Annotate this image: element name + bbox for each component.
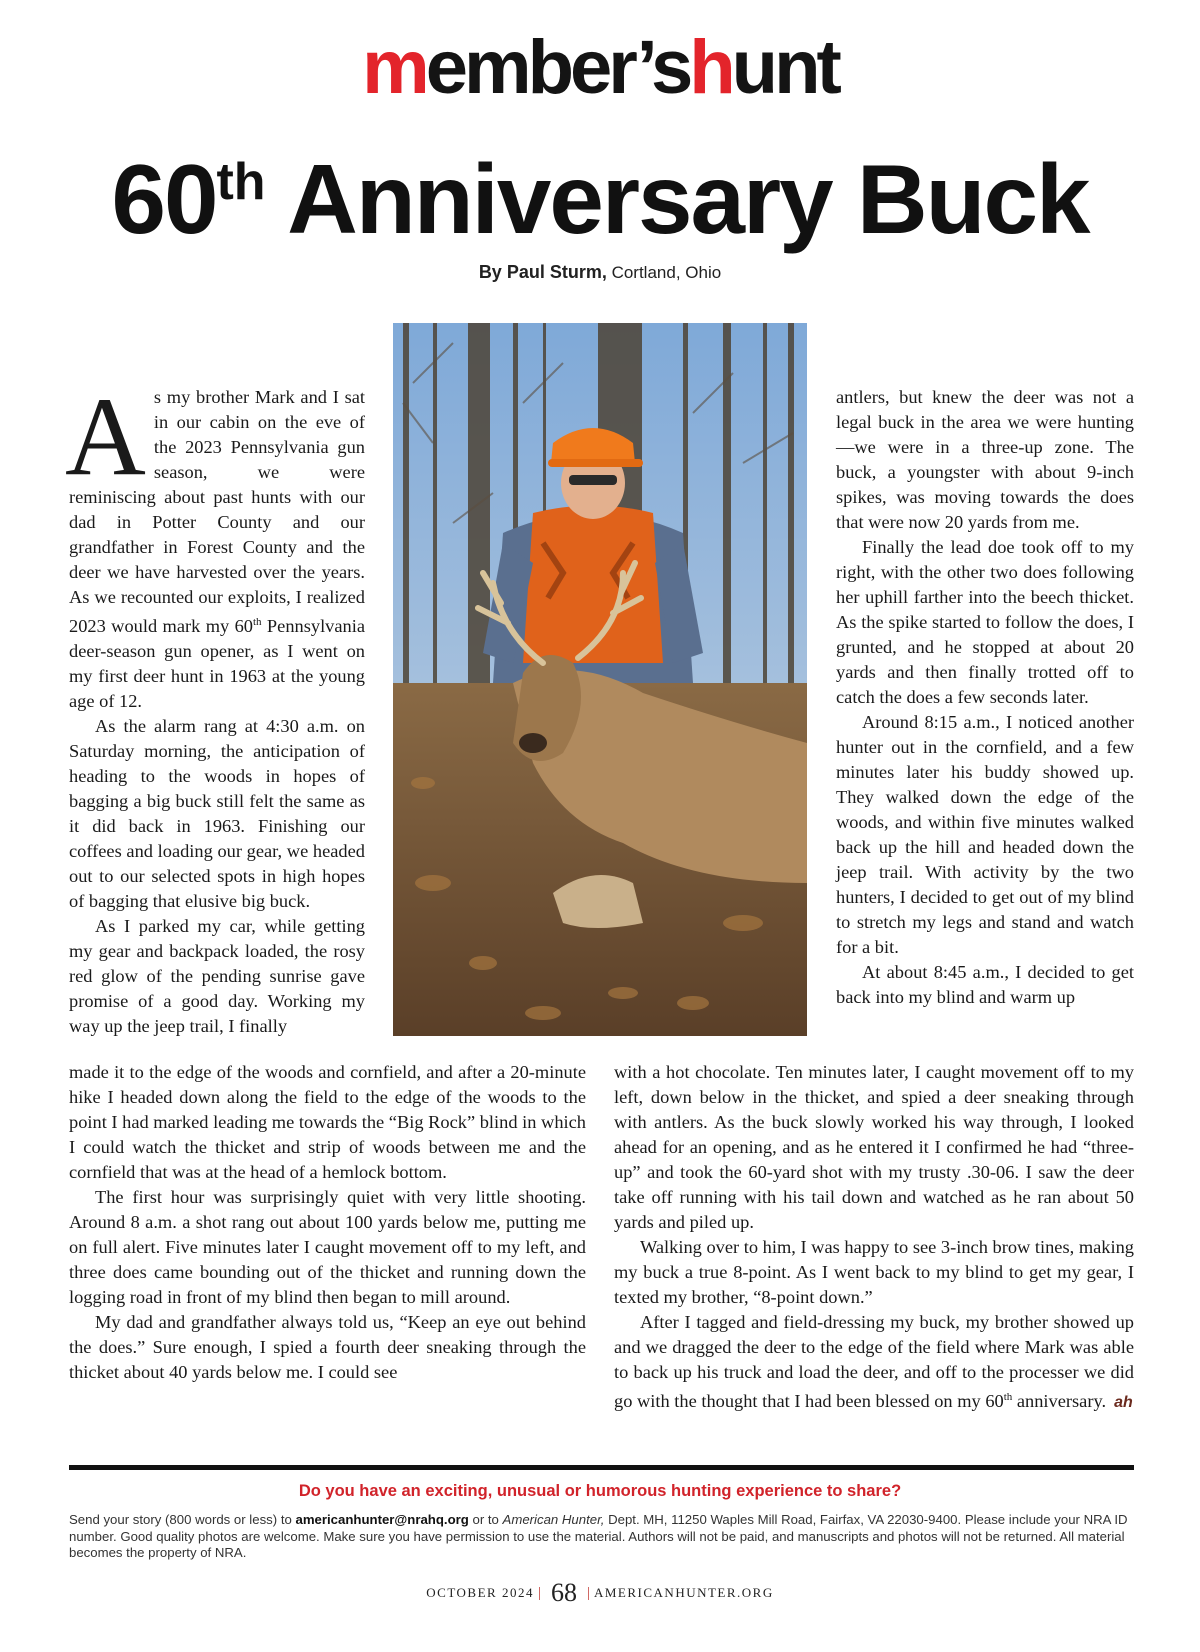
paragraph-3: As I parked my car, while getting my gear and backpack loaded, the rosy red glow of the pending sunrise gave promise of a good day. Working my way up the jeep trail, I finally bbox=[69, 916, 365, 1037]
footer-site[interactable]: AMERICANHUNTER.ORG bbox=[593, 1585, 774, 1600]
byline-author: By Paul Sturm, bbox=[478, 262, 607, 282]
footer-separator-left: | bbox=[537, 1584, 541, 1601]
paragraph-10-tail: anniversary. bbox=[1012, 1391, 1107, 1412]
paragraph-1-sup: th bbox=[252, 616, 262, 628]
paragraph-7: Around 8:15 a.m., I noticed another hunter out in the cornfield, and a few minutes later his buddy showed up. They walked down the edge of the woods, and within five minutes walked back up the hill and headed down the jeep trail. With activity by the two hunters, I decided to get out of my blind to stretch my legs and stand and watch for a bit. bbox=[836, 712, 1134, 957]
title-rest: Anniversary Buck bbox=[265, 144, 1089, 254]
title-ordinal: 60 bbox=[111, 144, 217, 254]
paragraph-1 bbox=[65, 375, 366, 714]
article-column-right bbox=[836, 385, 1134, 1010]
photo-illustration bbox=[393, 323, 807, 1036]
byline bbox=[0, 262, 1200, 283]
page-footer bbox=[0, 1578, 1200, 1608]
paragraph-8: At about 8:45 a.m., I decided to get back into my blind and warm up bbox=[836, 962, 1134, 1007]
paragraph-1-tail: Pennsylvania deer-season gun opener, as I went on my first deer hunt in 1963 at the young age of 12. bbox=[69, 616, 366, 712]
page-number: 68 bbox=[550, 1578, 577, 1607]
paragraph-9: Walking over to him, I was happy to see 3-inch brow tines, making my buck a true 8-point. As I went back to my blind to get my gear, I texted my brother, “8-point down.” bbox=[614, 1237, 1134, 1307]
paragraph-5: My dad and grandfather always told us, “Keep an eye out behind the does.” Sure enough, I spied a fourth deer sneaking through the thicket about 40 yards below me. I could see bbox=[69, 1312, 586, 1382]
end-mark-logo: ah bbox=[1114, 1394, 1133, 1412]
article-column-lower-left bbox=[69, 1060, 586, 1385]
promo-question: Do you have an exciting, unusual or humorous hunting experience to share? bbox=[298, 1482, 902, 1500]
hunter-with-buck-photo bbox=[393, 323, 807, 1036]
masthead-m: m bbox=[362, 25, 426, 110]
promo-instructions bbox=[69, 1512, 1134, 1562]
paragraph-10-sup: th bbox=[1003, 1391, 1013, 1403]
masthead-h: h bbox=[689, 25, 732, 110]
article-column-lower-right bbox=[614, 1060, 1134, 1415]
paragraph-3-cont: made it to the edge of the woods and cornfield, and after a 20-minute hike I headed down along the field to the edge of the woods to the point I had marked leading me towards the “Big Rock” blind in which I could watch the thicket and strip of woods between me and the cornfield that was at the head of a hemlock bottom. bbox=[69, 1062, 586, 1182]
footer-issue: OCTOBER 2024 bbox=[426, 1585, 534, 1600]
paragraph-1-text: s my brother Mark and I sat in our cabin on the eve of the 2023 Pennsylvania gun season, we were reminiscing about past hunts with our dad in Potter County and our grandfather in Forest County and the deer we have harvested over the years. As we recounted our exploits, I realized 2023 would mark my 60 bbox=[69, 387, 365, 637]
article-column-left bbox=[65, 375, 366, 1039]
paragraph-8-cont: with a hot chocolate. Ten minutes later, I caught movement off to my left, down below in the thicket, and spied a deer sneaking through with antlers. As the buck slowly worked his way through, I looked ahead for an opening, and as he entered it I confirmed he had “three-up” and took the 60-yard shot with my trusty .30-06. I saw the deer take off running with his tail down and watched as he ran about 50 yards and piled up. bbox=[614, 1062, 1134, 1232]
promo-text-b: or to bbox=[468, 1512, 503, 1527]
paragraph-2: As the alarm rang at 4:30 a.m. on Saturday morning, the anticipation of heading to the woods in hopes of bagging a big buck still felt the same as it did back in 1963. Finishing our coffees and loading our gear, we headed out to our selected spots in high hopes of bagging that elusive big buck. bbox=[69, 716, 365, 912]
promo-magazine-name: American Hunter, bbox=[502, 1512, 605, 1527]
promo-text-c: Dept. MH, 11250 Waples Mill Road, Fairfax, VA 22030-9400. Please include your NRA ID number. Good quality photos are welcome. Make sure you have permission to use the material. Authors will not be paid, and manuscripts and photos will not be returned. All material becomes the property of NRA. bbox=[69, 1512, 1128, 1560]
masthead-ember: ember’s bbox=[425, 25, 690, 110]
paragraph-5-cont: antlers, but knew the deer was not a legal buck in the area we were hunting—we were in a three-up zone. The buck, a youngster with about 9-inch spikes, was moving towards the does that were now 20 yards from me. bbox=[836, 387, 1134, 532]
footer-separator-right: | bbox=[586, 1584, 590, 1601]
title-ordinal-suffix: th bbox=[216, 153, 266, 211]
paragraph-4: The first hour was surprisingly quiet with very little shooting. Around 8 a.m. a shot rang out about 100 yards below me, putting me on full alert. Five minutes later I caught movement off to my left, and three does came bounding out of the thicket and running down the logging road in front of my blind then began to mill around. bbox=[69, 1187, 586, 1307]
paragraph-10-text: After I tagged and field-dressing my buck, my brother showed up and we dragged the deer to the edge of the field where Mark was able to back up his truck and load the deer, and off to the processer we did go with the thought that I had been blessed on my 60 bbox=[614, 1312, 1134, 1412]
article-title bbox=[0, 144, 1200, 254]
drop-cap: A bbox=[65, 375, 146, 499]
promo-text-a: Send your story (800 words or less) to bbox=[69, 1512, 296, 1527]
masthead-unt: unt bbox=[731, 25, 838, 110]
paragraph-6: Finally the lead doe took off to my right, with the other two does following her uphill farther into the beech thicket. As the spike started to follow the does, I grunted, and he stopped at about 20 yards and then finally trotted off to catch the does a few seconds later. bbox=[836, 537, 1134, 707]
masthead-logo bbox=[0, 25, 1200, 110]
byline-location: Cortland, Ohio bbox=[606, 263, 722, 282]
section-divider bbox=[69, 1465, 1134, 1470]
paragraph-10 bbox=[614, 1310, 1134, 1415]
promo-email-link[interactable]: americanhunter@nrahq.org bbox=[295, 1512, 469, 1527]
